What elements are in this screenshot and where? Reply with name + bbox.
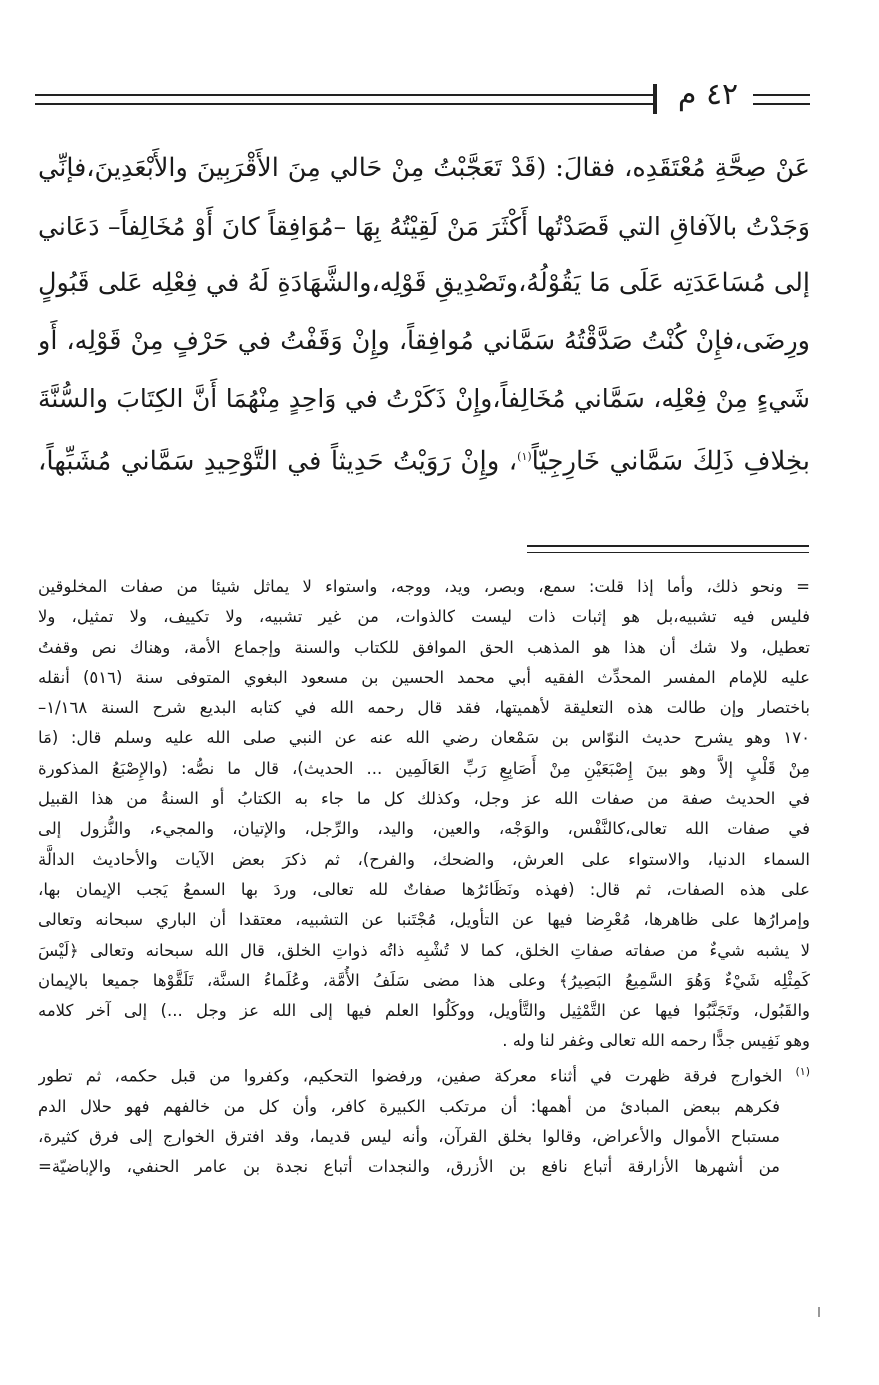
footnote-line: مِنْ قَلْبٍ إلاَّ وهو بينَ إِصْبَعَيْنِ مِنْ أَصَابِعِ رَبِّ العَالَمِين ... الحديث)، قال ما نصُّه: (والإِصْبَعُ المذكورة [38, 758, 810, 778]
footnote-line [38, 1057, 810, 1092]
footnote-line: = ونحو ذلك، وأما إذا قلت: سمع، وبصر، ويد، ووجه، واستواء لا يماثل شيئا من صفات المخلوقين [38, 577, 810, 596]
footnote-line: باختصار وإن طالت هذه التعليقة لأهميتها، فقد قال رحمه الله في كتابه البديع شرح السنة ١/١٦٨– [38, 698, 810, 718]
page-mark [818, 1307, 820, 1317]
header-rule-right [753, 94, 810, 105]
footnote-line: فكرهم ببعض المبادئ من أهمها: أن مرتكب الكبيرة كافر، وأن كل من خالفهم فهو حلال الدم [38, 1096, 780, 1116]
main-text-line: ورِضَى،فإِنْ كُنْتُ صَدَّقْتُهُ سَمَّاني مُوافِقاً، وإِنْ وَقَفْتُ في حَرْفٍ مِنْ قَوْلِه، أَو [38, 325, 810, 356]
footnote-line: كَمِثْلِه شَيْءٌ وَهُوَ السَّمِيعُ البَصِيرُ﴾ وعلى هذا مضى سَلَفُ الأُمَّة، وعُلَماءُ السنَّة، تَلَقَّوْها جميعا بالإيمان [38, 970, 810, 990]
footnote-line: في الحديث صفة من صفات الله عز وجل، وكذلك كل ما جاء به الكتابُ أو السنةُ من هذا القبيل [38, 789, 810, 809]
main-text-segment: ، وإِنْ رَوَيْتُ حَدِيثاً في التَّوْحِيدِ سَمَّاني مُشَبِّهاً، [38, 446, 518, 477]
footnotes [38, 572, 810, 1182]
page-number: ٤٢ م [677, 77, 739, 112]
footnote-line: في صفات الله تعالى،كالنَّفْس، والوَجْه، والعين، واليد، والرِّجل، والإتيان، والمجيء، والنُّزول إلى [38, 819, 810, 839]
footnote-line: عليه للإمام المفسر المحدِّث الفقيه أبي محمد الحسين بن مسعود البغوي المتوفى سنة (٥١٦) أنقله [38, 667, 810, 687]
footnote-marker: (١) [795, 1064, 810, 1078]
footnote-line: على هذه الصفات، ثم قال: (فهذه ونَظَائرُها صفاتٌ لله تعالى، وردَ بها السمعُ يَجب الإيمان بها، [38, 879, 810, 899]
main-text-line [38, 428, 810, 491]
main-text-line: شَيءٍ مِنْ فِعْلِه، سَمَّاني مُخَالِفاً،وإِنْ ذَكَرْتُ في وَاحِدٍ مِنْهُمَا أَنَّ الكِتَابَ والسُّنَّةَ [38, 384, 810, 413]
footnote-text: الخوارج فرقة ظهرت في أثناء معركة صفين، ورفضوا التحكيم، وكفروا من قبل حكمه، ثم تطور [38, 1066, 783, 1086]
main-text [38, 140, 810, 491]
main-text-segment: بخِلافِ ذَلِكَ سَمَّاني خَارِجِيّاً [531, 446, 810, 477]
footnote-line: والقَبُول، وتَجَنَّبُوا فيها عن التَّمْثِيل والتَّأويل، ووكَلُوا العلم فيها إلى الله عز وجل ...) إلى آخر كلامه [38, 1001, 810, 1021]
footnote-line: مستباح الأموال والأعراض، وقالوا بخلق القرآن، وأنه ليس قديما، وقد افترق الخوارج إلى فرق كثيرة، [38, 1126, 780, 1146]
main-text-line: وَجَدْتُ بالآفاقِ التي قَصَدْتُها أَكْثَرَ مَنْ لَقِيْتُهُ بِهَا –مُوَافِقاً كانَ أَوْ مُخَالِفاً– دَعَاني [38, 211, 810, 241]
footnote-line: السماء الدنيا، والاستواء على العرش، والضحك، والفرح)، ثم ذكرَ بعض الآيات والأحاديث الدالَّة [38, 849, 810, 869]
footnote-reference: (١) [517, 449, 532, 463]
page-header [35, 72, 810, 118]
footnote-line: وهو نَفِيس جدًّا رحمه الله تعالى وغفر لنا وله . [502, 1031, 810, 1051]
main-text-line: إلى مُسَاعَدَتِه عَلَى مَا يَقُوْلُهُ،وتَصْدِيقِ قَوْلِه،والشَّهَادَةِ لَهُ في فِعْلِه عَلى قَبُولٍ [38, 268, 810, 298]
header-rule-left [35, 94, 655, 105]
footnote-line: ١٧٠ وهو يشرح حديث النوّاس بن سَمْعان رضي الله عنه عن النبي صلى الله عليه وسلم قال: (مَا [38, 728, 810, 748]
footnote-line: وإمرارُها على ظاهرها، مُعْرِضا فيها عن التأويل، مُجْتَنبا عن التشبيه، معتقدا أن الباري سبحانه وتعالى [38, 910, 810, 930]
main-text-line: عَنْ صِحَّةِ مُعْتَقَدِه، فقالَ: (قَدْ تَعَجَّبْتُ مِنْ حَالي مِنَ الأَقْرَبِينَ والأَبْعَدِينَ،فإنِّي [38, 153, 810, 183]
footnote-line: من أشهرها الأزارقة أتباع نافع بن الأزرق، والنجدات أتباع نجدة بن عامر الحنفي، والإباضيّة= [38, 1157, 780, 1177]
footnote-line: تعطيل، ولا شك أن هذا هو المذهب الحق الموافق للكتاب والسنة وإجماع الأمة، وهناك نص وقفتُ [38, 637, 810, 657]
header-bracket [653, 84, 657, 114]
footnote-line: فليس فيه تشبيه،بل هو إثبات ذات ليست كالذوات، من غير تشبيه، ولا تكييف، ولا تمثيل، ولا [38, 607, 810, 627]
footnote-divider [527, 545, 809, 553]
footnote-line: لا يشبه شيءٌ من صفاته صفاتِ الخلق، كما لا تُشْبِه ذاتُه ذواتِ الخلق، قال الله سبحانه وتعالى ﴿لَيْسَ [38, 940, 810, 960]
